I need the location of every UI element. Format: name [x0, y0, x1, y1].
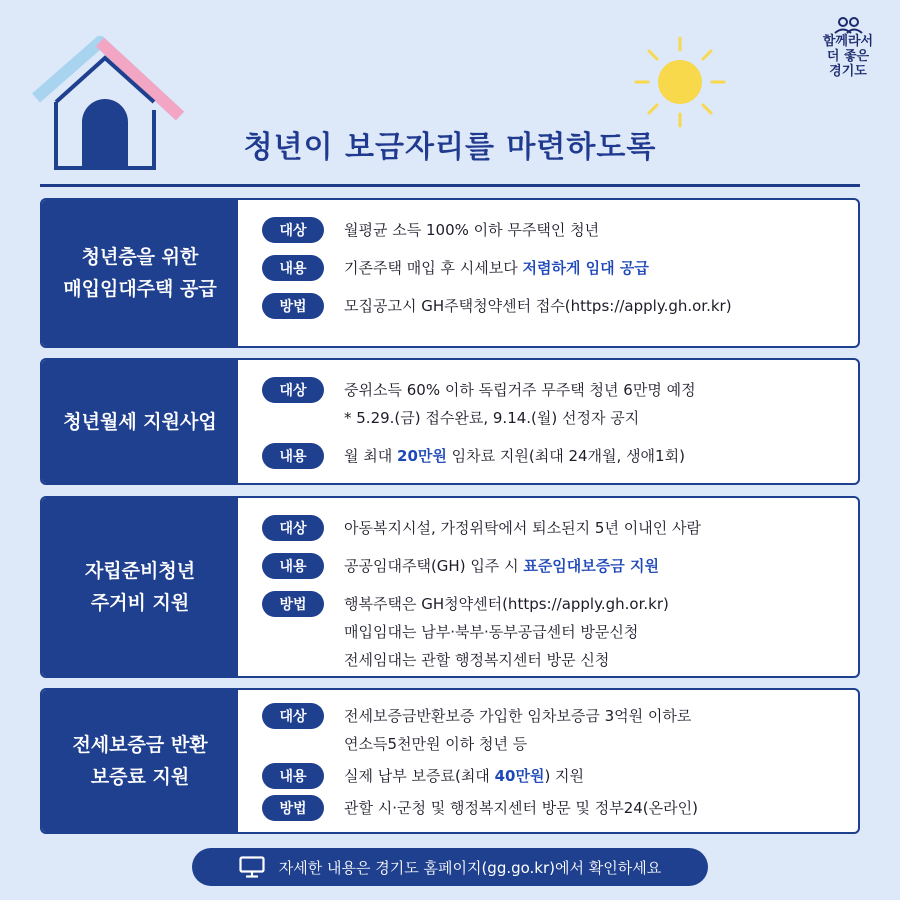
row-text	[344, 442, 685, 470]
row-text-plain: 기존주택 매입 후 시세보다	[344, 259, 523, 277]
logo-line-2: 더 좋은	[826, 49, 870, 64]
info-row-content	[262, 254, 838, 282]
card-heading-line: 자립준비청년	[84, 560, 196, 582]
card-independence-youth	[40, 496, 860, 678]
card-heading-line: 청년층을 위한	[81, 246, 199, 268]
card-deposit-guarantee	[40, 688, 860, 834]
target-tag: 대상	[262, 377, 324, 403]
card-heading-line: 매입임대주택 공급	[63, 278, 217, 300]
card-heading-line: 전세보증금 반환	[72, 734, 208, 756]
row-text	[344, 590, 669, 674]
row-text: 아동복지시설, 가정위탁에서 퇴소된지 5년 이내인 사람	[344, 519, 701, 537]
info-row-content	[262, 552, 838, 580]
info-row-target	[262, 376, 838, 432]
row-text-line: 전세보증금반환보증 가입한 임차보증금 3억원 이하로	[344, 707, 692, 725]
row-text-highlight: 20만원	[397, 447, 447, 465]
row-text-highlight: 표준임대보증금 지원	[523, 557, 659, 575]
people-logo-icon	[831, 16, 865, 34]
row-text-highlight: 저렴하게 임대 공급	[522, 259, 649, 277]
row-text-highlight: 40만원	[494, 767, 545, 785]
method-tag: 방법	[262, 795, 324, 821]
row-text-line: 행복주택은 GH청약센터(https://apply.gh.or.kr)	[344, 595, 669, 613]
info-row-method	[262, 292, 838, 320]
row-text: 월평균 소득 100% 이하 무주택인 청년	[344, 221, 600, 239]
info-row-content	[262, 762, 838, 790]
row-text	[344, 552, 659, 580]
info-row-target	[262, 702, 838, 758]
content-tag: 내용	[262, 443, 324, 469]
footer-banner[interactable]	[192, 848, 708, 886]
row-text-plain: 월 최대	[344, 447, 398, 465]
target-tag: 대상	[262, 515, 324, 541]
logo-line-3: 경기도	[829, 64, 867, 79]
logo-line-1: 함께라서	[822, 34, 874, 49]
row-text	[344, 762, 584, 790]
target-tag: 대상	[262, 703, 324, 729]
info-row-method	[262, 590, 838, 674]
page-title: 청년이 보금자리를 마련하도록	[243, 130, 657, 165]
method-tag: 방법	[262, 293, 324, 319]
card-heading-line: 주거비 지원	[90, 592, 190, 614]
row-text-line: * 5.29.(금) 접수완료, 9.14.(월) 선정자 공지	[344, 409, 640, 427]
row-text-line: 매입임대는 남부·북부·동부공급센터 방문신청	[344, 623, 639, 641]
row-text-plain: 실제 납부 보증료(최대	[344, 767, 495, 785]
row-text: 모집공고시 GH주택청약센터 접수(https://apply.gh.or.kr)	[344, 297, 732, 315]
card-heading-line: 보증료 지원	[90, 766, 190, 788]
monitor-icon	[239, 856, 265, 878]
target-tag: 대상	[262, 217, 324, 243]
content-tag: 내용	[262, 763, 324, 789]
card-heading	[42, 360, 238, 483]
info-row-target	[262, 514, 838, 542]
card-rent-support	[40, 358, 860, 485]
row-text-plain: ) 지원	[544, 767, 585, 785]
content-tag: 내용	[262, 255, 324, 281]
card-heading	[42, 498, 238, 676]
title-divider	[40, 184, 860, 187]
info-row-method	[262, 794, 838, 822]
row-text-plain: 공공임대주택(GH) 입주 시	[344, 557, 524, 575]
row-text	[344, 376, 696, 432]
footer-text: 자세한 내용은 경기도 홈페이지(gg.go.kr)에서 확인하세요	[278, 858, 662, 877]
row-text-line: 중위소득 60% 이하 독립거주 무주택 청년 6만명 예정	[344, 381, 696, 399]
row-text-line: 연소득5천만원 이하 청년 등	[344, 735, 528, 753]
card-heading	[42, 200, 238, 346]
info-row-content	[262, 442, 838, 470]
card-rental-housing	[40, 198, 860, 348]
method-tag: 방법	[262, 591, 324, 617]
card-heading-line: 청년월세 지원사업	[63, 410, 217, 433]
row-text-line: 전세임대는 관할 행정복지센터 방문 신청	[344, 651, 610, 669]
row-text: 관할 시·군청 및 행정복지센터 방문 및 정부24(온라인)	[344, 799, 698, 817]
sun-icon	[628, 30, 732, 134]
row-text-plain: 임차료 지원(최대 24개월, 생애1회)	[446, 447, 685, 465]
row-text	[344, 254, 649, 282]
info-row-target	[262, 216, 838, 244]
row-text	[344, 702, 691, 758]
card-heading	[42, 690, 238, 832]
gyeonggi-logo	[806, 16, 890, 100]
content-tag: 내용	[262, 553, 324, 579]
